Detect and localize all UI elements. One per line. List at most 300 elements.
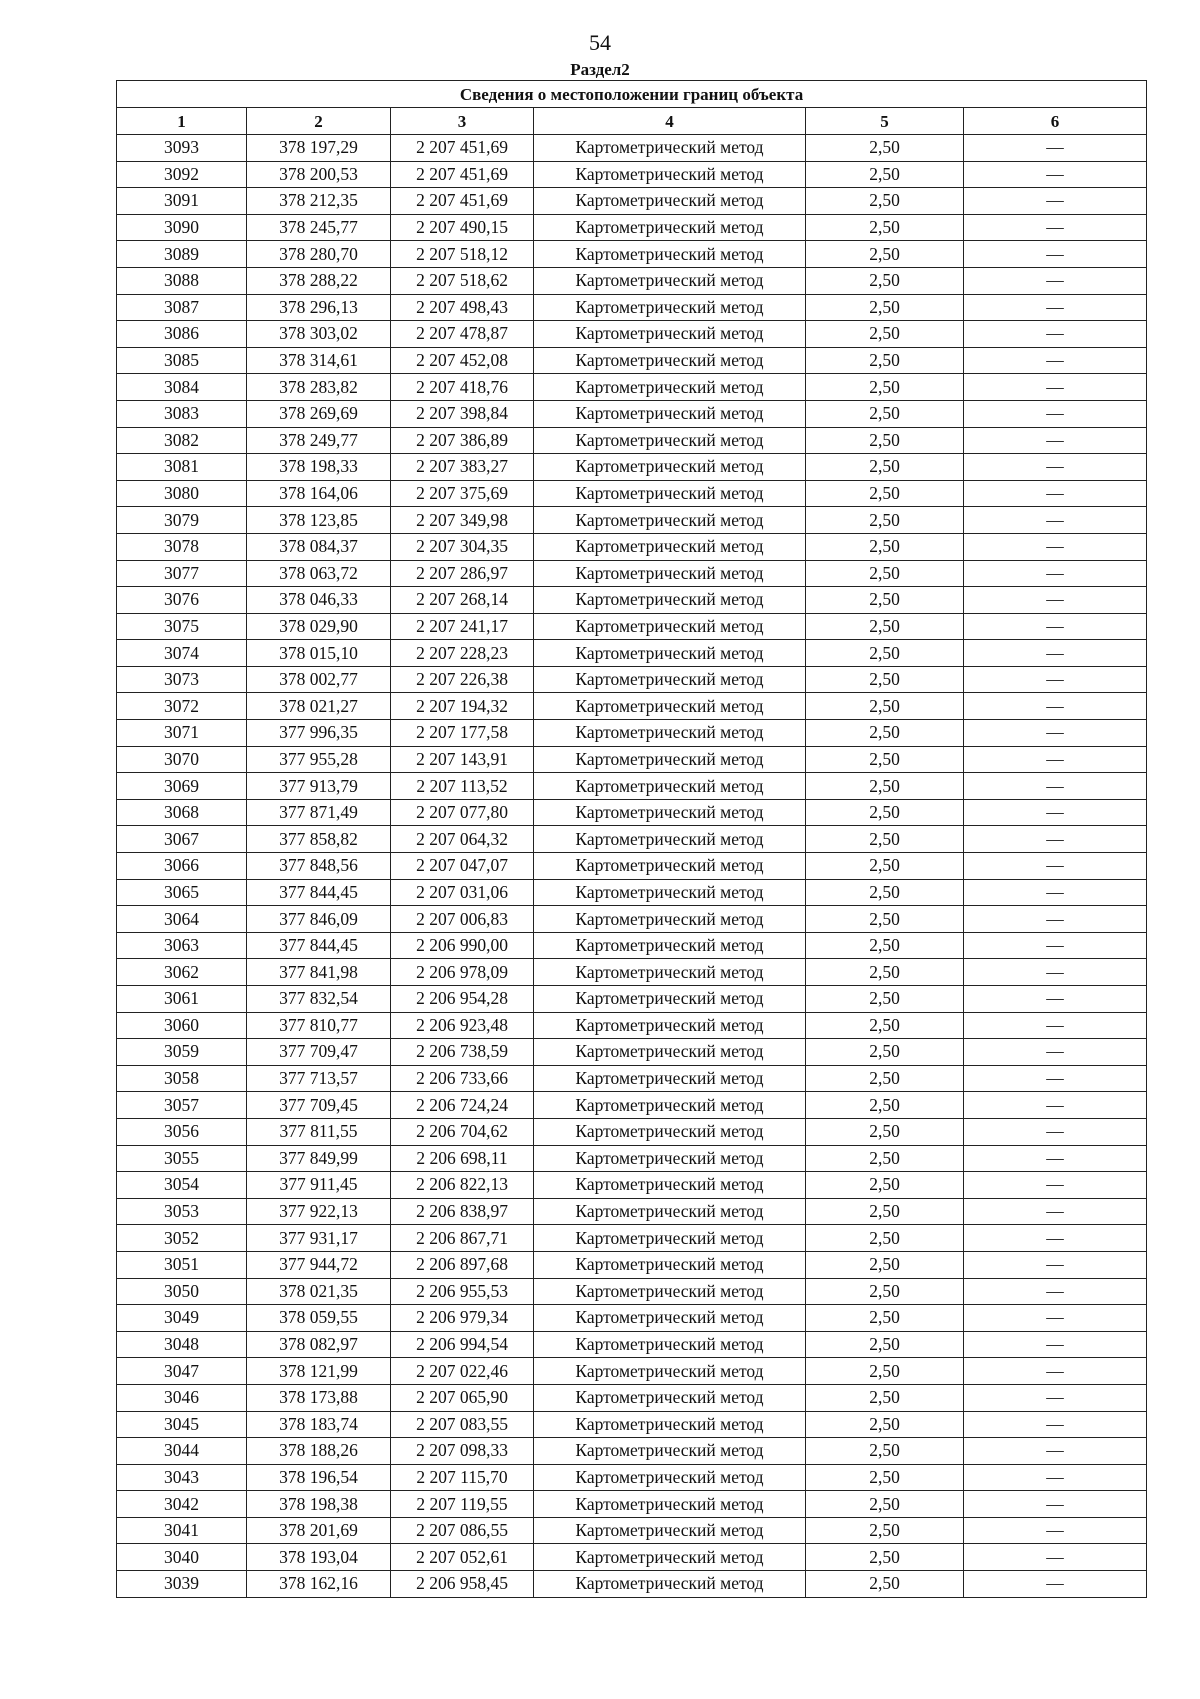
column-header: 5 <box>806 108 964 135</box>
accuracy-cell: 2,50 <box>806 1278 964 1305</box>
y-coordinate-cell: 2 207 241,17 <box>391 613 534 640</box>
table-row <box>117 1145 1147 1172</box>
point-number-cell: 3069 <box>117 773 247 800</box>
accuracy-cell: 2,50 <box>806 1092 964 1119</box>
table-row <box>117 666 1147 693</box>
description-cell: — <box>964 932 1147 959</box>
table-row <box>117 1331 1147 1358</box>
description-cell: — <box>964 746 1147 773</box>
y-coordinate-cell: 2 207 098,33 <box>391 1438 534 1465</box>
y-coordinate-cell: 2 206 923,48 <box>391 1012 534 1039</box>
accuracy-cell: 2,50 <box>806 1491 964 1518</box>
accuracy-cell: 2,50 <box>806 1571 964 1598</box>
method-cell: Картометрический метод <box>534 1172 806 1199</box>
y-coordinate-cell: 2 207 119,55 <box>391 1491 534 1518</box>
description-cell: — <box>964 1278 1147 1305</box>
table-row <box>117 959 1147 986</box>
method-cell: Картометрический метод <box>534 241 806 268</box>
x-coordinate-cell: 377 931,17 <box>247 1225 391 1252</box>
accuracy-cell: 2,50 <box>806 1358 964 1385</box>
description-cell: — <box>964 480 1147 507</box>
x-coordinate-cell: 378 212,35 <box>247 188 391 215</box>
method-cell: Картометрический метод <box>534 746 806 773</box>
description-cell: — <box>964 533 1147 560</box>
table-row <box>117 1544 1147 1571</box>
x-coordinate-cell: 378 303,02 <box>247 321 391 348</box>
table-row <box>117 214 1147 241</box>
x-coordinate-cell: 378 121,99 <box>247 1358 391 1385</box>
column-header: 3 <box>391 108 534 135</box>
x-coordinate-cell: 378 123,85 <box>247 507 391 534</box>
accuracy-cell: 2,50 <box>806 1198 964 1225</box>
description-cell: — <box>964 1039 1147 1066</box>
x-coordinate-cell: 377 713,57 <box>247 1065 391 1092</box>
x-coordinate-cell: 378 188,26 <box>247 1438 391 1465</box>
method-cell: Картометрический метод <box>534 1092 806 1119</box>
x-coordinate-cell: 377 911,45 <box>247 1172 391 1199</box>
description-cell: — <box>964 161 1147 188</box>
x-coordinate-cell: 377 955,28 <box>247 746 391 773</box>
method-cell: Картометрический метод <box>534 400 806 427</box>
table-row <box>117 480 1147 507</box>
description-cell: — <box>964 188 1147 215</box>
point-number-cell: 3088 <box>117 267 247 294</box>
table-row <box>117 906 1147 933</box>
description-cell: — <box>964 1464 1147 1491</box>
table-row <box>117 1305 1147 1332</box>
table-row <box>117 135 1147 162</box>
x-coordinate-cell: 377 871,49 <box>247 799 391 826</box>
point-number-cell: 3058 <box>117 1065 247 1092</box>
point-number-cell: 3049 <box>117 1305 247 1332</box>
description-cell: — <box>964 613 1147 640</box>
y-coordinate-cell: 2 207 228,23 <box>391 640 534 667</box>
description-cell: — <box>964 454 1147 481</box>
x-coordinate-cell: 378 280,70 <box>247 241 391 268</box>
y-coordinate-cell: 2 207 286,97 <box>391 560 534 587</box>
point-number-cell: 3056 <box>117 1118 247 1145</box>
section-title: Раздел2 <box>570 60 630 79</box>
method-cell: Картометрический метод <box>534 1384 806 1411</box>
y-coordinate-cell: 2 207 047,07 <box>391 853 534 880</box>
x-coordinate-cell: 378 183,74 <box>247 1411 391 1438</box>
method-cell: Картометрический метод <box>534 1118 806 1145</box>
method-cell: Картометрический метод <box>534 773 806 800</box>
point-number-cell: 3045 <box>117 1411 247 1438</box>
accuracy-cell: 2,50 <box>806 587 964 614</box>
table-row <box>117 347 1147 374</box>
accuracy-cell: 2,50 <box>806 1305 964 1332</box>
y-coordinate-cell: 2 207 143,91 <box>391 746 534 773</box>
table-row <box>117 427 1147 454</box>
x-coordinate-cell: 378 046,33 <box>247 587 391 614</box>
table-row <box>117 1251 1147 1278</box>
x-coordinate-cell: 378 249,77 <box>247 427 391 454</box>
boundary-coordinates-table <box>116 80 1147 1598</box>
x-coordinate-cell: 378 002,77 <box>247 666 391 693</box>
accuracy-cell: 2,50 <box>806 1517 964 1544</box>
x-coordinate-cell: 378 269,69 <box>247 400 391 427</box>
y-coordinate-cell: 2 207 064,32 <box>391 826 534 853</box>
point-number-cell: 3046 <box>117 1384 247 1411</box>
y-coordinate-cell: 2 207 194,32 <box>391 693 534 720</box>
method-cell: Картометрический метод <box>534 347 806 374</box>
method-cell: Картометрический метод <box>534 1145 806 1172</box>
y-coordinate-cell: 2 207 115,70 <box>391 1464 534 1491</box>
method-cell: Картометрический метод <box>534 640 806 667</box>
x-coordinate-cell: 378 201,69 <box>247 1517 391 1544</box>
y-coordinate-cell: 2 206 897,68 <box>391 1251 534 1278</box>
point-number-cell: 3084 <box>117 374 247 401</box>
method-cell: Картометрический метод <box>534 1305 806 1332</box>
table-row <box>117 1012 1147 1039</box>
y-coordinate-cell: 2 206 954,28 <box>391 986 534 1013</box>
point-number-cell: 3070 <box>117 746 247 773</box>
description-cell: — <box>964 135 1147 162</box>
point-number-cell: 3061 <box>117 986 247 1013</box>
table-row <box>117 1118 1147 1145</box>
y-coordinate-cell: 2 206 994,54 <box>391 1331 534 1358</box>
description-cell: — <box>964 879 1147 906</box>
y-coordinate-cell: 2 207 349,98 <box>391 507 534 534</box>
description-cell: — <box>964 347 1147 374</box>
x-coordinate-cell: 378 029,90 <box>247 613 391 640</box>
method-cell: Картометрический метод <box>534 986 806 1013</box>
y-coordinate-cell: 2 206 838,97 <box>391 1198 534 1225</box>
method-cell: Картометрический метод <box>534 693 806 720</box>
method-cell: Картометрический метод <box>534 932 806 959</box>
accuracy-cell: 2,50 <box>806 427 964 454</box>
accuracy-cell: 2,50 <box>806 1384 964 1411</box>
table-row <box>117 1384 1147 1411</box>
method-cell: Картометрический метод <box>534 1331 806 1358</box>
y-coordinate-cell: 2 207 490,15 <box>391 214 534 241</box>
method-cell: Картометрический метод <box>534 1065 806 1092</box>
accuracy-cell: 2,50 <box>806 720 964 747</box>
method-cell: Картометрический метод <box>534 853 806 880</box>
accuracy-cell: 2,50 <box>806 480 964 507</box>
description-cell: — <box>964 1438 1147 1465</box>
point-number-cell: 3076 <box>117 587 247 614</box>
table-row <box>117 188 1147 215</box>
method-cell: Картометрический метод <box>534 879 806 906</box>
method-cell: Картометрический метод <box>534 1438 806 1465</box>
method-cell: Картометрический метод <box>534 906 806 933</box>
method-cell: Картометрический метод <box>534 613 806 640</box>
description-cell: — <box>964 1571 1147 1598</box>
x-coordinate-cell: 378 021,27 <box>247 693 391 720</box>
y-coordinate-cell: 2 206 978,09 <box>391 959 534 986</box>
method-cell: Картометрический метод <box>534 507 806 534</box>
y-coordinate-cell: 2 207 065,90 <box>391 1384 534 1411</box>
accuracy-cell: 2,50 <box>806 374 964 401</box>
table-row <box>117 507 1147 534</box>
point-number-cell: 3077 <box>117 560 247 587</box>
accuracy-cell: 2,50 <box>806 773 964 800</box>
table-row <box>117 986 1147 1013</box>
x-coordinate-cell: 378 193,04 <box>247 1544 391 1571</box>
method-cell: Картометрический метод <box>534 1358 806 1385</box>
accuracy-cell: 2,50 <box>806 1251 964 1278</box>
accuracy-cell: 2,50 <box>806 400 964 427</box>
description-cell: — <box>964 773 1147 800</box>
point-number-cell: 3041 <box>117 1517 247 1544</box>
point-number-cell: 3066 <box>117 853 247 880</box>
y-coordinate-cell: 2 207 451,69 <box>391 135 534 162</box>
table-row <box>117 1438 1147 1465</box>
point-number-cell: 3083 <box>117 400 247 427</box>
table-row <box>117 533 1147 560</box>
column-number-row <box>117 108 1147 135</box>
method-cell: Картометрический метод <box>534 666 806 693</box>
accuracy-cell: 2,50 <box>806 1331 964 1358</box>
x-coordinate-cell: 378 283,82 <box>247 374 391 401</box>
y-coordinate-cell: 2 207 451,69 <box>391 188 534 215</box>
description-cell: — <box>964 1145 1147 1172</box>
table-row <box>117 720 1147 747</box>
point-number-cell: 3054 <box>117 1172 247 1199</box>
point-number-cell: 3062 <box>117 959 247 986</box>
point-number-cell: 3055 <box>117 1145 247 1172</box>
accuracy-cell: 2,50 <box>806 799 964 826</box>
description-cell: — <box>964 587 1147 614</box>
description-cell: — <box>964 853 1147 880</box>
accuracy-cell: 2,50 <box>806 959 964 986</box>
description-cell: — <box>964 1172 1147 1199</box>
description-cell: — <box>964 241 1147 268</box>
point-number-cell: 3082 <box>117 427 247 454</box>
table-row <box>117 241 1147 268</box>
x-coordinate-cell: 377 832,54 <box>247 986 391 1013</box>
accuracy-cell: 2,50 <box>806 241 964 268</box>
point-number-cell: 3059 <box>117 1039 247 1066</box>
point-number-cell: 3093 <box>117 135 247 162</box>
column-header: 2 <box>247 108 391 135</box>
x-coordinate-cell: 377 913,79 <box>247 773 391 800</box>
x-coordinate-cell: 378 015,10 <box>247 640 391 667</box>
method-cell: Картометрический метод <box>534 267 806 294</box>
table-row <box>117 1065 1147 1092</box>
accuracy-cell: 2,50 <box>806 1544 964 1571</box>
y-coordinate-cell: 2 207 006,83 <box>391 906 534 933</box>
table-row <box>117 294 1147 321</box>
description-cell: — <box>964 400 1147 427</box>
description-cell: — <box>964 1251 1147 1278</box>
table-row <box>117 640 1147 667</box>
description-cell: — <box>964 1305 1147 1332</box>
x-coordinate-cell: 378 196,54 <box>247 1464 391 1491</box>
point-number-cell: 3091 <box>117 188 247 215</box>
accuracy-cell: 2,50 <box>806 906 964 933</box>
table-row <box>117 799 1147 826</box>
table-row <box>117 693 1147 720</box>
x-coordinate-cell: 377 944,72 <box>247 1251 391 1278</box>
description-cell: — <box>964 666 1147 693</box>
accuracy-cell: 2,50 <box>806 1039 964 1066</box>
accuracy-cell: 2,50 <box>806 1172 964 1199</box>
description-cell: — <box>964 640 1147 667</box>
description-cell: — <box>964 959 1147 986</box>
y-coordinate-cell: 2 206 704,62 <box>391 1118 534 1145</box>
accuracy-cell: 2,50 <box>806 693 964 720</box>
table-row <box>117 1039 1147 1066</box>
table-row <box>117 879 1147 906</box>
method-cell: Картометрический метод <box>534 135 806 162</box>
y-coordinate-cell: 2 207 077,80 <box>391 799 534 826</box>
method-cell: Картометрический метод <box>534 1198 806 1225</box>
point-number-cell: 3089 <box>117 241 247 268</box>
point-number-cell: 3092 <box>117 161 247 188</box>
method-cell: Картометрический метод <box>534 1251 806 1278</box>
accuracy-cell: 2,50 <box>806 267 964 294</box>
table-row <box>117 746 1147 773</box>
x-coordinate-cell: 378 200,53 <box>247 161 391 188</box>
accuracy-cell: 2,50 <box>806 986 964 1013</box>
method-cell: Картометрический метод <box>534 799 806 826</box>
table-row <box>117 773 1147 800</box>
x-coordinate-cell: 377 844,45 <box>247 879 391 906</box>
accuracy-cell: 2,50 <box>806 533 964 560</box>
y-coordinate-cell: 2 207 518,62 <box>391 267 534 294</box>
point-number-cell: 3079 <box>117 507 247 534</box>
point-number-cell: 3074 <box>117 640 247 667</box>
point-number-cell: 3064 <box>117 906 247 933</box>
x-coordinate-cell: 377 810,77 <box>247 1012 391 1039</box>
description-cell: — <box>964 1198 1147 1225</box>
point-number-cell: 3081 <box>117 454 247 481</box>
accuracy-cell: 2,50 <box>806 321 964 348</box>
description-cell: — <box>964 321 1147 348</box>
y-coordinate-cell: 2 207 451,69 <box>391 161 534 188</box>
y-coordinate-cell: 2 207 304,35 <box>391 533 534 560</box>
table-row <box>117 853 1147 880</box>
page-number: 54 <box>589 30 611 55</box>
method-cell: Картометрический метод <box>534 1012 806 1039</box>
description-cell: — <box>964 507 1147 534</box>
table-row <box>117 1358 1147 1385</box>
description-cell: — <box>964 1225 1147 1252</box>
x-coordinate-cell: 377 848,56 <box>247 853 391 880</box>
y-coordinate-cell: 2 207 418,76 <box>391 374 534 401</box>
point-number-cell: 3080 <box>117 480 247 507</box>
method-cell: Картометрический метод <box>534 214 806 241</box>
accuracy-cell: 2,50 <box>806 294 964 321</box>
y-coordinate-cell: 2 207 268,14 <box>391 587 534 614</box>
description-cell: — <box>964 799 1147 826</box>
y-coordinate-cell: 2 207 478,87 <box>391 321 534 348</box>
description-cell: — <box>964 560 1147 587</box>
table-caption: Сведения о местоположении границ объекта <box>117 81 1147 108</box>
y-coordinate-cell: 2 206 822,13 <box>391 1172 534 1199</box>
method-cell: Картометрический метод <box>534 1464 806 1491</box>
method-cell: Картометрический метод <box>534 374 806 401</box>
method-cell: Картометрический метод <box>534 1571 806 1598</box>
accuracy-cell: 2,50 <box>806 879 964 906</box>
point-number-cell: 3065 <box>117 879 247 906</box>
table-row <box>117 1491 1147 1518</box>
x-coordinate-cell: 378 314,61 <box>247 347 391 374</box>
description-cell: — <box>964 294 1147 321</box>
accuracy-cell: 2,50 <box>806 853 964 880</box>
description-cell: — <box>964 693 1147 720</box>
accuracy-cell: 2,50 <box>806 1065 964 1092</box>
table-row <box>117 613 1147 640</box>
method-cell: Картометрический метод <box>534 587 806 614</box>
accuracy-cell: 2,50 <box>806 214 964 241</box>
point-number-cell: 3050 <box>117 1278 247 1305</box>
y-coordinate-cell: 2 206 990,00 <box>391 932 534 959</box>
point-number-cell: 3068 <box>117 799 247 826</box>
accuracy-cell: 2,50 <box>806 1438 964 1465</box>
x-coordinate-cell: 378 173,88 <box>247 1384 391 1411</box>
y-coordinate-cell: 2 206 958,45 <box>391 1571 534 1598</box>
method-cell: Картометрический метод <box>534 294 806 321</box>
table-row <box>117 1464 1147 1491</box>
method-cell: Картометрический метод <box>534 720 806 747</box>
method-cell: Картометрический метод <box>534 1039 806 1066</box>
method-cell: Картометрический метод <box>534 826 806 853</box>
x-coordinate-cell: 377 996,35 <box>247 720 391 747</box>
column-header: 6 <box>964 108 1147 135</box>
x-coordinate-cell: 378 021,35 <box>247 1278 391 1305</box>
accuracy-cell: 2,50 <box>806 1118 964 1145</box>
x-coordinate-cell: 378 084,37 <box>247 533 391 560</box>
description-cell: — <box>964 1092 1147 1119</box>
accuracy-cell: 2,50 <box>806 347 964 374</box>
y-coordinate-cell: 2 207 177,58 <box>391 720 534 747</box>
point-number-cell: 3078 <box>117 533 247 560</box>
method-cell: Картометрический метод <box>534 321 806 348</box>
x-coordinate-cell: 377 841,98 <box>247 959 391 986</box>
x-coordinate-cell: 378 245,77 <box>247 214 391 241</box>
x-coordinate-cell: 377 811,55 <box>247 1118 391 1145</box>
y-coordinate-cell: 2 207 386,89 <box>391 427 534 454</box>
table-row <box>117 267 1147 294</box>
point-number-cell: 3075 <box>117 613 247 640</box>
description-cell: — <box>964 1411 1147 1438</box>
point-number-cell: 3057 <box>117 1092 247 1119</box>
y-coordinate-cell: 2 206 979,34 <box>391 1305 534 1332</box>
point-number-cell: 3048 <box>117 1331 247 1358</box>
method-cell: Картометрический метод <box>534 427 806 454</box>
table-row <box>117 1571 1147 1598</box>
accuracy-cell: 2,50 <box>806 454 964 481</box>
description-cell: — <box>964 1491 1147 1518</box>
description-cell: — <box>964 1517 1147 1544</box>
table-row <box>117 1278 1147 1305</box>
point-number-cell: 3073 <box>117 666 247 693</box>
description-cell: — <box>964 214 1147 241</box>
method-cell: Картометрический метод <box>534 533 806 560</box>
y-coordinate-cell: 2 206 955,53 <box>391 1278 534 1305</box>
accuracy-cell: 2,50 <box>806 161 964 188</box>
table-row <box>117 1092 1147 1119</box>
accuracy-cell: 2,50 <box>806 826 964 853</box>
description-cell: — <box>964 1384 1147 1411</box>
x-coordinate-cell: 378 296,13 <box>247 294 391 321</box>
column-header: 1 <box>117 108 247 135</box>
method-cell: Картометрический метод <box>534 959 806 986</box>
point-number-cell: 3047 <box>117 1358 247 1385</box>
y-coordinate-cell: 2 207 375,69 <box>391 480 534 507</box>
accuracy-cell: 2,50 <box>806 560 964 587</box>
x-coordinate-cell: 377 858,82 <box>247 826 391 853</box>
method-cell: Картометрический метод <box>534 1517 806 1544</box>
y-coordinate-cell: 2 207 226,38 <box>391 666 534 693</box>
y-coordinate-cell: 2 207 498,43 <box>391 294 534 321</box>
x-coordinate-cell: 377 709,47 <box>247 1039 391 1066</box>
description-cell: — <box>964 1331 1147 1358</box>
